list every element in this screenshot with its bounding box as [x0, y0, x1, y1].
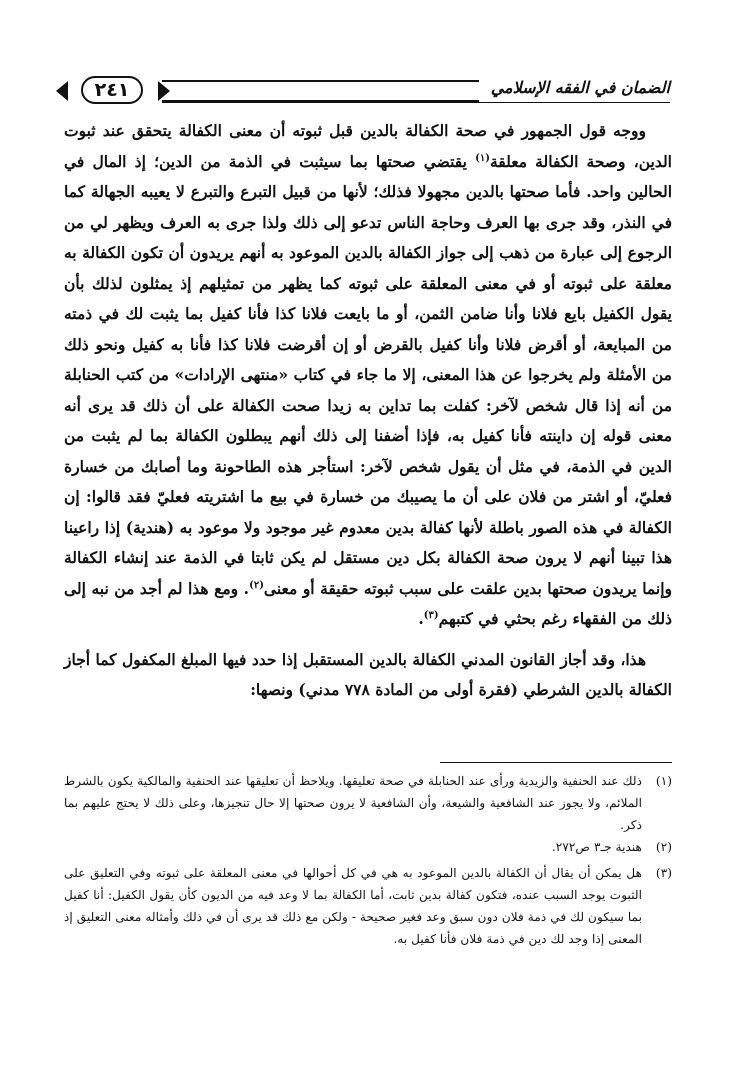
footnote-3-mark: (٣) [655, 866, 672, 880]
footnote-ref-3: (٣) [423, 609, 439, 621]
footnote-1 [64, 770, 672, 836]
running-header [62, 76, 670, 108]
paragraph-1-end: . [418, 609, 424, 628]
footnotes [64, 770, 672, 950]
paragraph-1-part-1: ووجه قول الجمهور في صحة الكفالة بالدين قبل ثبوته أن معنى الكفالة يتحقق عند ثبوت الدين، وصحة الكفالة معلقة [64, 121, 672, 171]
book-title-box [479, 72, 670, 102]
footnote-3 [64, 862, 672, 950]
footnote-ref-2: (٢) [249, 579, 264, 591]
page-number: ٢٤١ [81, 76, 144, 104]
footnote-1-mark: (١) [655, 774, 672, 788]
paragraph-1-part-2: يقتضي صحتها بما سيثبت في الذمة من الدين؛ إذ المال في الحالين واحد. فأما صحتها بالدين مجهولا فذلك؛ لأنها من قبيل التبرع والتبرع لا يعيبه الجهالة كما في النذر، وقد جرى بها العرف وحاجة الناس تدعو إلى ذلك ولذا جرى به العرف ويظهر لي من الرجوع إلى عبارة من ذهب إلى جواز الكفالة بالدين الموعود به أنهم يريدون أن تكون الكفالة به معلقة على ثبوته أو في معنى المعلقة على ثبوته كما يظهر من تمثيلهم إذ يمثلون لذلك بأن يقول الكفيل بايع فلانا وأنا ضامن الثمن، أو ما بايعت فلانا كذا فأنا كفيل بما يثبت لك في ذمته من المبايعة، أو أقرض فلانا وأنا كفيل بالقرض أو إن أقرضت فلانا كذا فأنا به كفيل ونحو ذلك من الأمثلة ولم يخرجوا عن هذا المعنى، إلا ما جاء في كتاب «منتهى الإرادات» من كتب الحنابلة من أنه إذا قال شخص لآخر: كفلت بما تداين به زيدا صحت الكفالة على أن ذلك قد يرى أنه معنى قوله إن داينته فأنا كفيل به، فإذا أضفنا إلى ذلك أنهم يبطلون الكفالة بما لم يثبت من الدين في الذمة، في مثل أن يقول شخص لآخر: استأجر هذه الطاحونة وما أصابك من خسارة فعليّ، أو اشتر من فلان على أن ما يصيبك من خسارة في بيع ما اشتريته فعليّ فقد قالوا: إن الكفالة في هذه الصور باطلة لأنها كفالة بدين معدوم غير موجود ولا موعود به (هندية) إذا راعينا هذا تبينا أنهم لا يرون صحة الكفالة بكل دين مستقل لم يكن ثابتا في الذمة عند إنشاء الكفالة وإنما يريدون صحتها بدين علقت على سبب ثبوته حقيقة أو معنى [64, 151, 672, 598]
footnote-ref-1: (١) [475, 152, 490, 164]
paragraph-1 [64, 116, 672, 635]
footnote-1-text: ذلك عند الحنفية والزيدية ورأى عند الحنابلة في صحة تعليقها. ويلاحظ أن تعليقها عند الحنفية والمالكية يكون بالشرط الملائم، ولا يجوز عند الشافعية والشيعة، وأن الشافعية لا يرون صحتها إلا حال تنجيزها، وعلى ذلك لا يحتج عليهم بما ذكر. [64, 774, 642, 832]
footnote-2-mark: (٢) [655, 840, 672, 854]
main-text [64, 116, 672, 706]
footnote-2 [64, 836, 672, 858]
book-title: الضمان في الفقه الإسلامي [490, 77, 670, 97]
left-arrow-ornament [56, 81, 68, 101]
page-number-box [62, 75, 162, 105]
right-arrow-ornament [158, 81, 170, 101]
footnote-3-text: هل يمكن أن يقال أن الكفالة بالدين الموعود به هي في كل أحوالها في معنى المعلقة على ثبوته وفي التعليق على الثبوت يوجد السبب عنده، فتكون كفالة بدين ثابت، أما الكفالة بما لا وعد فيه من الديون كأن يقول الكفيل: أنا كفيل بما سيكون لك في ذمة فلان دون سبق وعد فغير صحيحة - ولكن مع ذلك قد يرى أن في ذلك وأمثاله معنى التعليق إذ المعنى إذا وجد لك دين في ذمة فلان فأنا كفيل به. [64, 866, 642, 946]
paragraph-2: هذا، وقد أجاز القانون المدني الكفالة بالدين المستقبل إذا حدد فيها المبلغ المكفول كما أجاز الكفالة بالدين الشرطي (فقرة أولى من المادة ٧٧٨ مدني) ونصها: [64, 649, 672, 699]
footnote-2-text: هندية جـ٣ ص٢٧٢. [551, 840, 642, 854]
paragraph-1-part-3: . ومع هذا لم أجد من نبه إلى ذلك من الفقهاء رغم بحثي في كتبهم [64, 578, 672, 628]
footnote-divider [440, 762, 672, 763]
